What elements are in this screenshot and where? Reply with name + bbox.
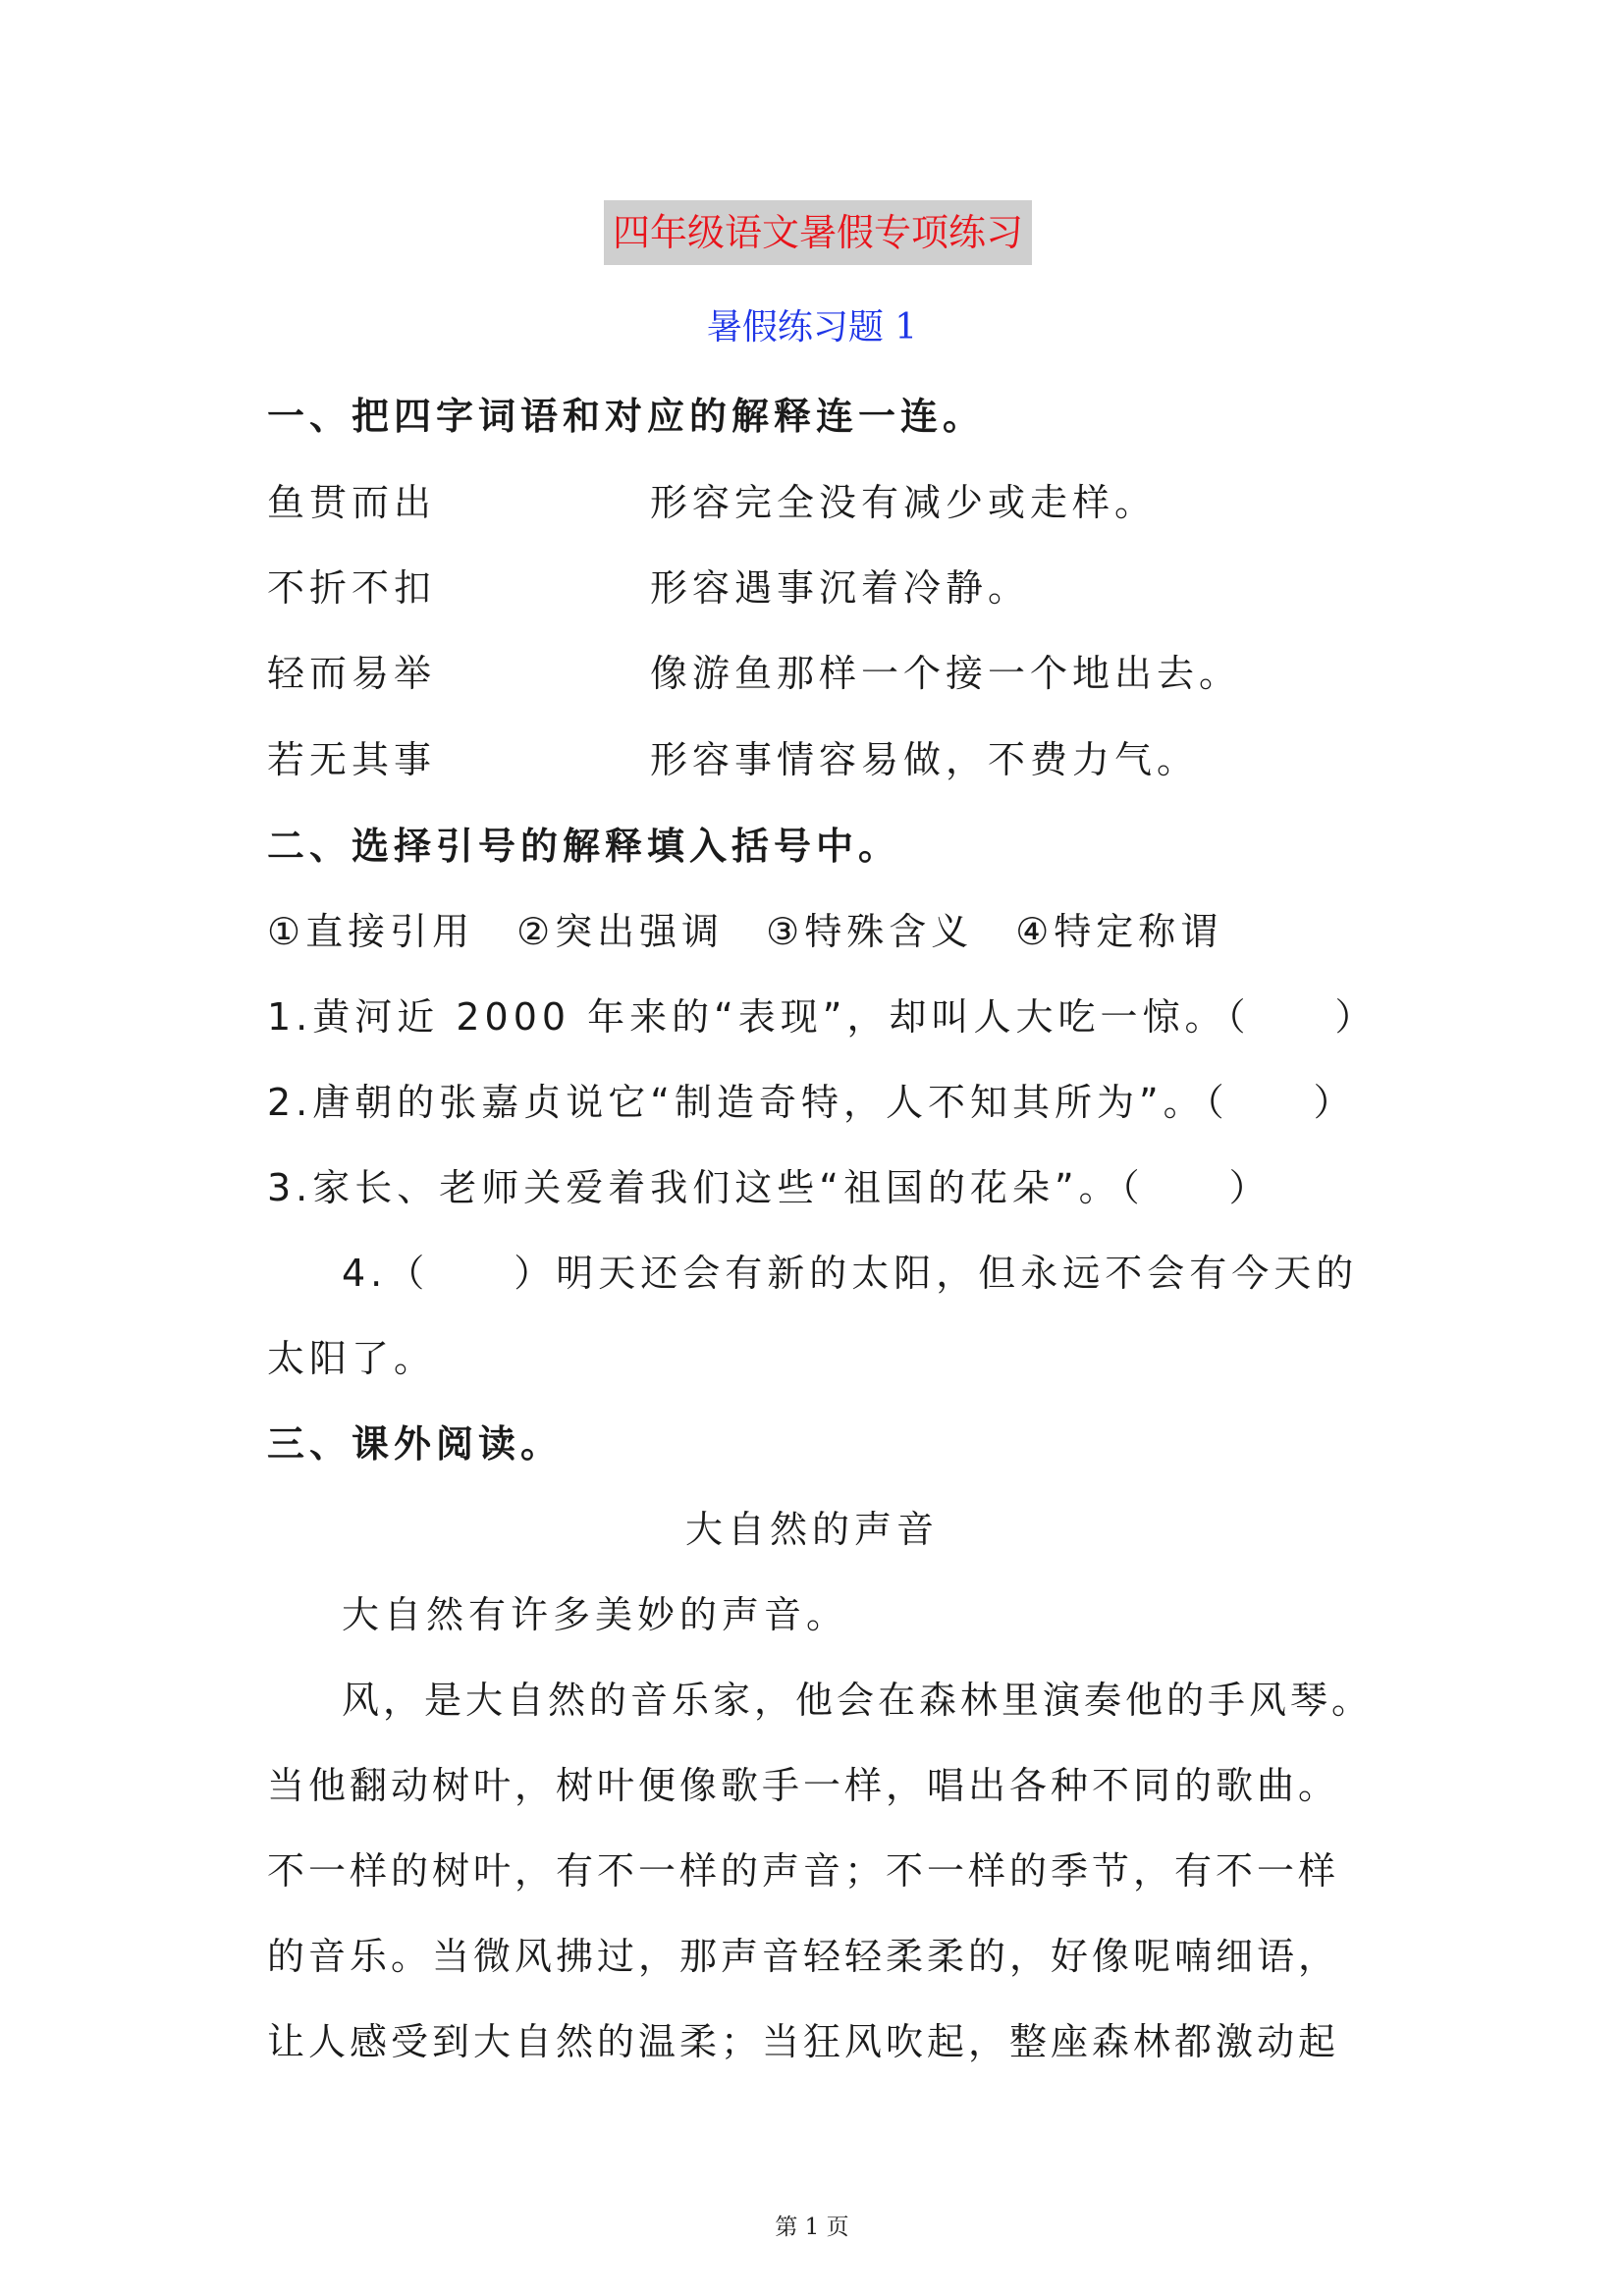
page-subtitle: 暑假练习题 1	[706, 307, 918, 347]
passage-line: 让人感受到大自然的温柔；当狂风吹起，整座森林都激动起	[267, 2020, 1340, 2063]
definition-1: 形容完全没有减少或走样。	[650, 481, 1158, 524]
question-4: 4.（ ）明天还会有新的太阳，但永远不会有今天的	[342, 1252, 1359, 1295]
question-1: 1.黄河近 2000 年来的“表现”，却叫人大吃一惊。（ ）	[267, 995, 1378, 1039]
definition-3: 像游鱼那样一个接一个地出去。	[650, 652, 1242, 695]
passage-line: 风，是大自然的音乐家，他会在森林里演奏他的手风琴。	[342, 1679, 1374, 1722]
title-highlight	[604, 200, 1032, 265]
passage-line: 不一样的树叶，有不一样的声音；不一样的季节，有不一样	[267, 1849, 1340, 1893]
question-4-continued: 太阳了。	[267, 1337, 437, 1380]
passage-line: 大自然有许多美妙的声音。	[342, 1593, 849, 1636]
term-2: 不折不扣	[267, 566, 437, 610]
page-title: 四年级语文暑假专项练习	[612, 211, 1023, 254]
passage-line: 的音乐。当微风拂过，那声音轻轻柔柔的，好像呢喃细语，	[267, 1935, 1340, 1978]
term-4: 若无其事	[267, 738, 437, 781]
passage-title: 大自然的声音	[684, 1508, 939, 1551]
passage-line: 当他翻动树叶，树叶便像歌手一样，唱出各种不同的歌曲。	[267, 1764, 1340, 1807]
term-3: 轻而易举	[267, 652, 437, 695]
definition-2: 形容遇事沉着冷静。	[650, 566, 1031, 610]
definition-4: 形容事情容易做，不费力气。	[650, 738, 1200, 781]
section3-heading: 三、课外阅读。	[267, 1422, 564, 1466]
term-1: 鱼贯而出	[267, 481, 437, 524]
question-3: 3.家长、老师关爱着我们这些“祖国的花朵”。（ ）	[267, 1166, 1272, 1209]
question-2: 2.唐朝的张嘉贞说它“制造奇特，人不知其所为”。（ ）	[267, 1081, 1356, 1124]
section1-heading: 一、把四字词语和对应的解释连一连。	[267, 395, 986, 438]
page-number: 第 1 页	[775, 2215, 849, 2240]
quote-options: ①直接引用 ②突出强调 ③特殊含义 ④特定称谓	[267, 910, 1223, 953]
section2-heading: 二、选择引号的解释填入括号中。	[267, 825, 901, 868]
